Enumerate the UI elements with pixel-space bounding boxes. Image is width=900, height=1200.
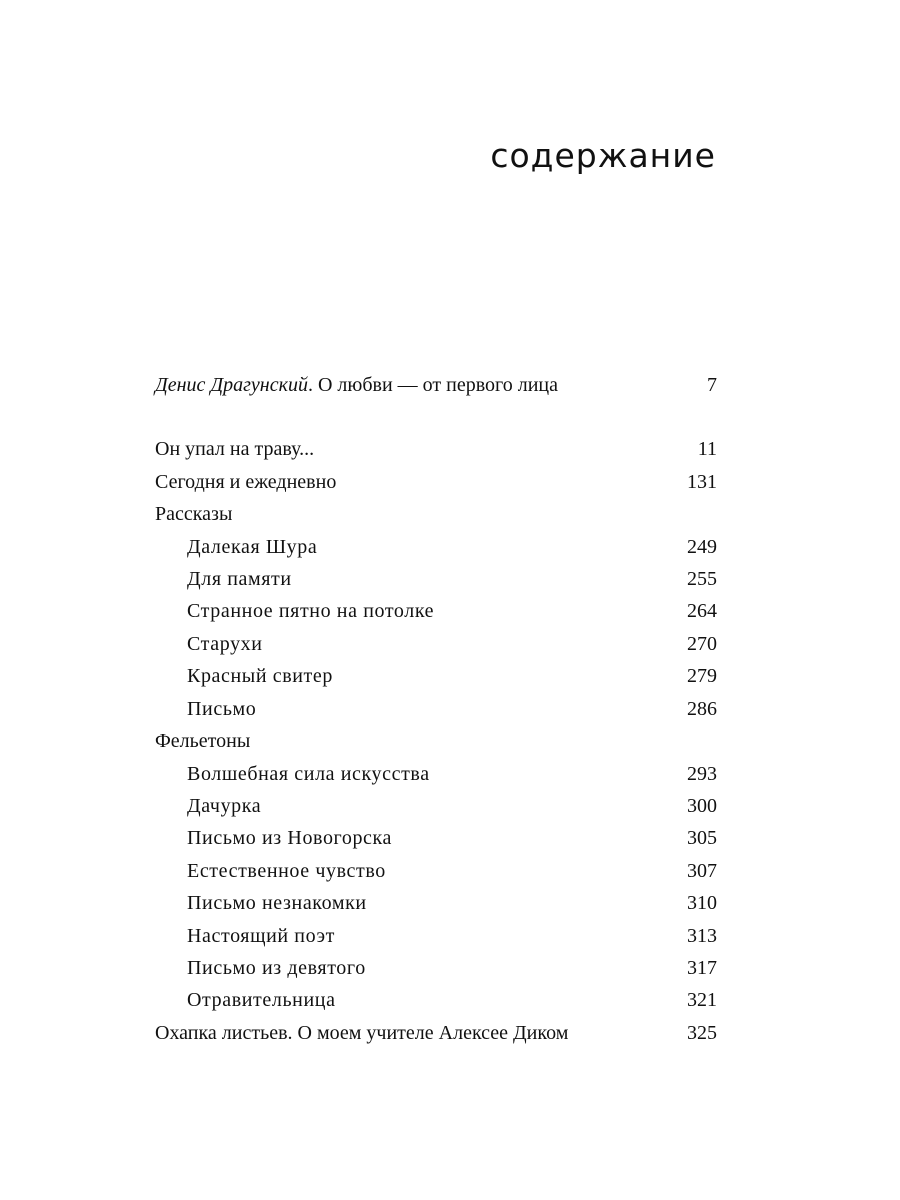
toc-entry-title: Дачурка	[187, 795, 262, 817]
toc-entry-title: Письмо незнакомки	[187, 892, 367, 914]
toc-entry-title: Сегодня и ежедневно	[155, 471, 337, 493]
toc-entry-page: 279	[687, 665, 717, 687]
toc-entry-page: 325	[687, 1022, 717, 1044]
toc-entry	[155, 694, 717, 724]
toc-section	[155, 726, 717, 756]
toc-entry-title: Волшебная сила искусства	[187, 763, 430, 785]
toc-entry-title: Письмо	[187, 698, 257, 720]
toc-entry-page: 317	[687, 957, 717, 979]
toc-entry-page: 11	[697, 438, 717, 460]
toc-entry	[155, 921, 717, 951]
page-title: содержание	[490, 136, 716, 175]
toc-entry	[155, 596, 717, 626]
toc-entry	[155, 629, 717, 659]
toc-entry-title: Странное пятно на потолке	[187, 600, 435, 622]
toc-entry	[155, 434, 717, 464]
toc-entry	[155, 532, 717, 562]
toc-entry	[155, 856, 717, 886]
toc-entry-page: 286	[687, 698, 717, 720]
toc-entry	[155, 791, 717, 821]
toc-entry-page: 270	[687, 633, 717, 655]
toc-entry-title: Для памяти	[187, 568, 292, 590]
toc-entry-page: 313	[687, 925, 717, 947]
toc-entry	[155, 1018, 717, 1048]
toc-section	[155, 499, 717, 529]
toc-entry	[155, 823, 717, 853]
toc-entry-page: 264	[687, 600, 717, 622]
toc-entry	[155, 888, 717, 918]
toc-entry-title	[155, 370, 558, 400]
toc-section-title: Рассказы	[155, 503, 233, 525]
toc-entry-page: 255	[687, 568, 717, 590]
toc-entry-title: Он упал на траву...	[155, 438, 315, 460]
toc-entry-title: Естественное чувство	[187, 860, 386, 882]
toc-entry	[155, 953, 717, 983]
toc-entry-preface	[155, 370, 717, 400]
toc-entry	[155, 564, 717, 594]
toc-entry-title: Далекая Шура	[187, 536, 318, 558]
toc-entry-page: 310	[687, 892, 717, 914]
toc-section-title: Фельетоны	[155, 730, 251, 752]
toc-entry-page: 300	[687, 795, 717, 817]
toc-entry-page: 305	[687, 827, 717, 849]
toc-entry	[155, 985, 717, 1015]
toc-entry-page: 321	[687, 989, 717, 1011]
toc-entry-preface-title: . О любви — от первого лица	[307, 374, 558, 396]
toc-entry-page: 293	[687, 763, 717, 785]
toc-entry-title: Старухи	[187, 633, 263, 655]
toc-entry-page: 249	[687, 536, 717, 558]
toc-entry-page: 7	[707, 374, 717, 396]
toc-entry-title: Письмо из Новогорска	[187, 827, 393, 849]
toc-entry-title: Настоящий поэт	[187, 925, 335, 947]
toc-entry-author: Денис Драгунский	[155, 374, 308, 396]
toc-entry-title: Охапка листьев. О моем учителе Алексее Диком	[155, 1022, 569, 1044]
toc-entry-page: 307	[687, 860, 717, 882]
toc-entry	[155, 661, 717, 691]
toc-entry-title: Отравительница	[187, 989, 336, 1011]
toc-entry-title: Красный свитер	[187, 665, 333, 687]
toc-entry	[155, 467, 717, 497]
toc-entry-title: Письмо из девятого	[187, 957, 366, 979]
toc-entry-page: 131	[687, 471, 717, 493]
toc-entry	[155, 759, 717, 789]
